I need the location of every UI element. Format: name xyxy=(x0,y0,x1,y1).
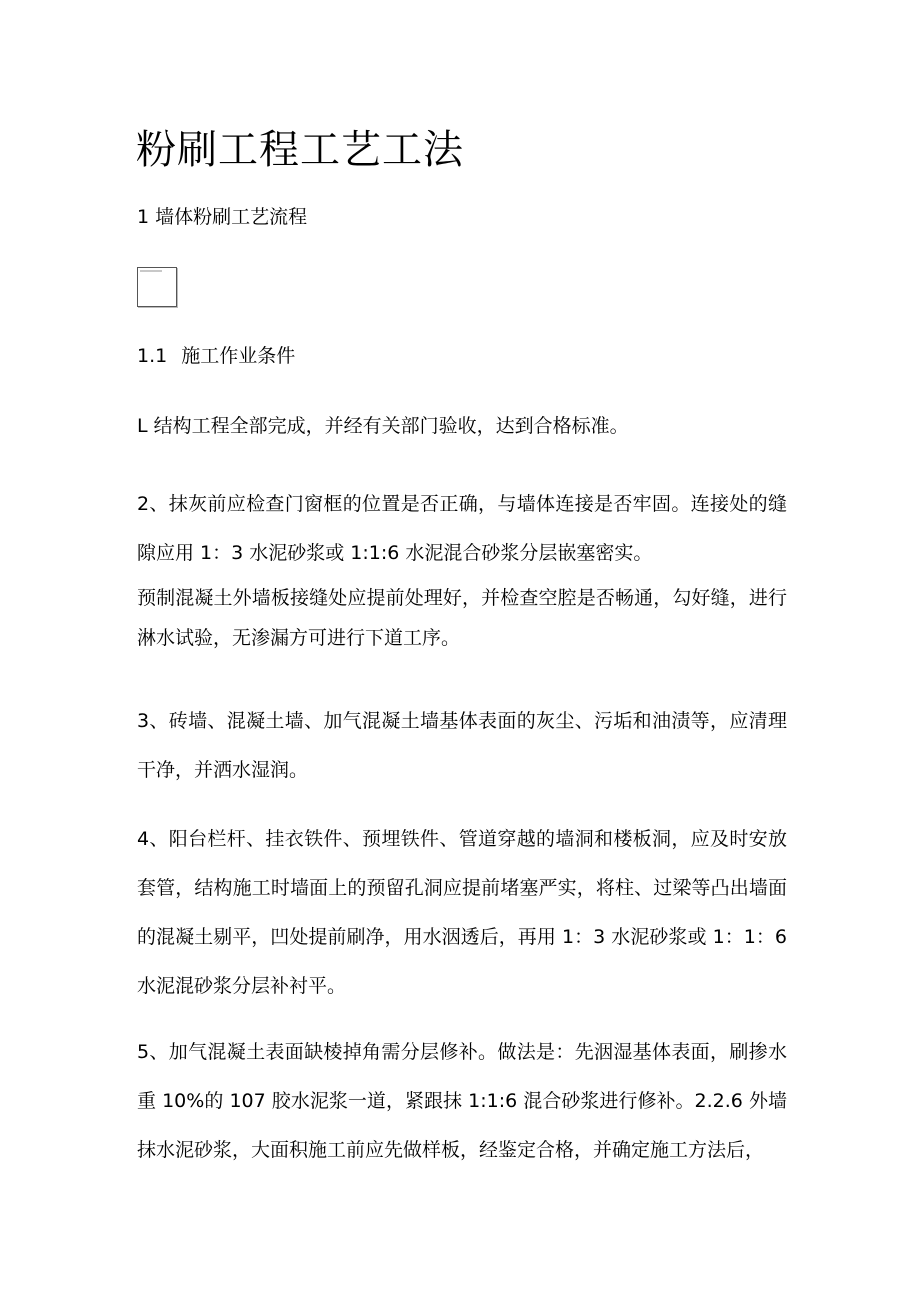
image-placeholder-icon xyxy=(137,267,177,307)
paragraph-item-5: 5、加气混凝土表面缺棱掉角需分层修补。做法是：先洇湿基体表面，刷掺水重 10%的 107 胶水泥浆一道，紧跟抹 1:1:6 混合砂浆进行修补。2.2.6 外墙抹水泥砂浆，大面积施工前应先做样板，经鉴定合格，并确定施工方法后， xyxy=(137,1041,787,1161)
section-label: 施工作业条件 xyxy=(181,345,296,367)
paragraph-item-4: 4、阳台栏杆、挂衣铁件、预埋铁件、管道穿越的墙洞和楼板洞，应及时安放套管，结构施工时墙面上的预留孔洞应提前堵塞严实，将柱、过梁等凸出墙面的混凝土剔平，凹处提前刷净，用水洇透后，再用 1：3 水泥砂浆或 1：1：6 水泥混砂浆分层补衬平。 xyxy=(137,828,787,997)
paragraph-item-2: 2、抹灰前应检查门窗框的位置是否正确，与墙体连接是否牢固。连接处的缝隙应用 1：3 水泥砂浆或 1:1:6 水泥混合砂浆分层嵌塞密实。 xyxy=(137,493,787,564)
section-number: 1.1 xyxy=(137,345,168,367)
paragraph-precast-joints: 预制混凝土外墙板接缝处应提前处理好，并检查空腔是否畅通，勾好缝，进行淋水试验，无渗漏方可进行下道工序。 xyxy=(137,587,787,649)
section-heading-1: 1 墙体粉刷工艺流程 xyxy=(137,206,308,228)
figure-thumbnail-mark xyxy=(140,270,162,272)
paragraph-item-3: 3、砖墙、混凝土墙、加气混凝土墙基体表面的灰尘、污垢和油渍等，应清理干净，并洒水湿润。 xyxy=(137,710,787,781)
document-title: 粉刷工程工艺工法 xyxy=(136,127,464,173)
section-heading-1-1 xyxy=(137,344,295,368)
paragraph-item-1: L 结构工程全部完成，并经有关部门验收，达到合格标准。 xyxy=(137,415,629,437)
